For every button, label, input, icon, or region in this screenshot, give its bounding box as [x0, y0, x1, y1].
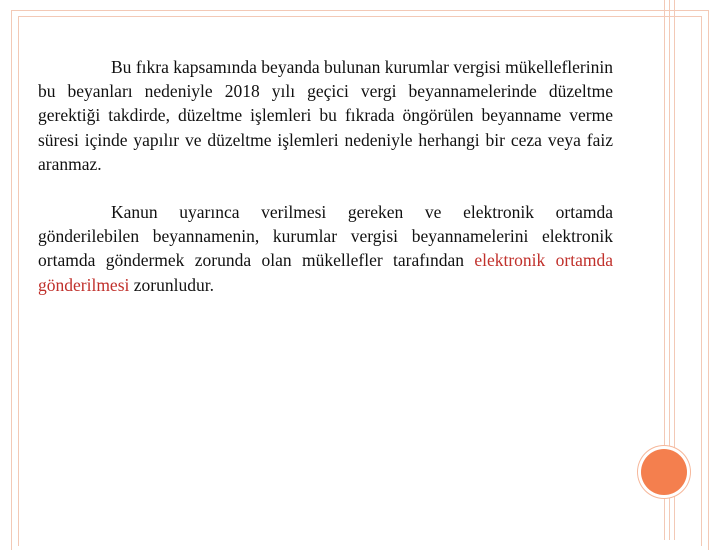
paragraph-2 — [38, 200, 613, 297]
highlighted-phrase: elektronik ortamda gönderilmesi — [38, 250, 613, 295]
paragraph-1: Bu fıkra kapsamında beyanda bulunan kurumlar vergisi mükelleflerinin bu beyanları nedeniyle 2018 yılı geçici vergi beyannamelerinde düzeltme gerektiği takdirde, düzeltme işlemleri bu fıkrada öngörülen beyanname verme süresi içinde yapılır ve düzeltme işlemleri nedeniyle herhangi bir ceza veya faiz aranmaz. — [38, 57, 613, 174]
paragraph-2-text: Kanun uyarınca verilmesi gereken ve elektronik ortamda gönderilebilen beyannamenin, kurumlar vergisi beyannamelerini elektronik ortamda göndermek zorunda olan mükellefler tarafından — [38, 202, 613, 271]
orange-circle-icon — [641, 449, 687, 495]
slide-body — [38, 55, 613, 297]
paragraph-2-end: zorunludur. — [129, 274, 214, 295]
